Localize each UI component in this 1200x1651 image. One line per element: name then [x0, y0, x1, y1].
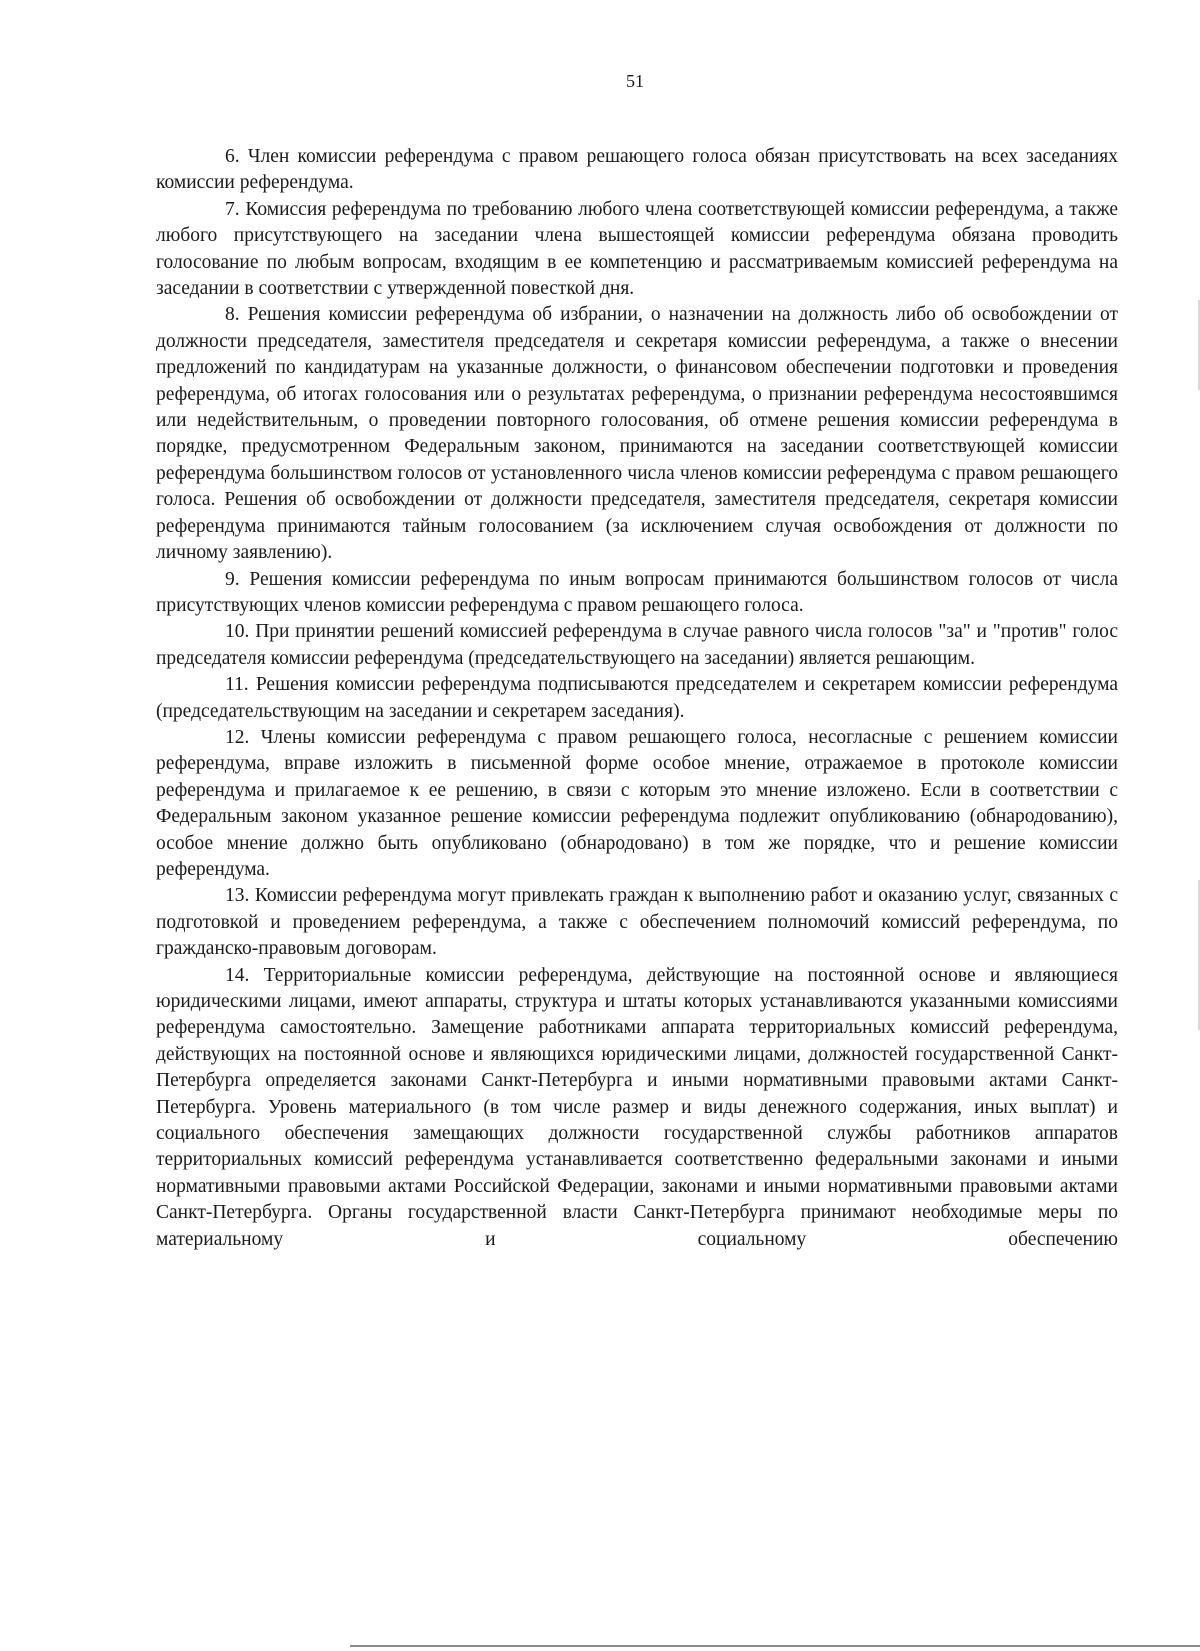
paragraph-8: 8. Решения комиссии референдума об избрании, о назначении на должность либо об освобождении от должности председателя, заместителя председателя и секретаря комиссии референдума, а также о внесении предложений по кандидатурам на указанные должности, о финансовом обеспечении подготовки и проведения референдума, об итогах голосования или о результатах референдума, о признании референдума несостоявшимся или недействительным, о проведении повторного голосования, об отмене решения комиссии референдума в порядке, предусмотренном Федеральным законом, принимаются на заседании соответствующей комиссии референдума большинством голосов от установленного числа членов комиссии референдума с правом решающего голоса. Решения об освобождении от должности председателя, заместителя председателя, секретаря комиссии референдума принимаются тайным голосованием (за исключением случая освобождения от должности по личному заявлению). [156, 304, 1118, 564]
paragraph-12: 12. Члены комиссии референдума с правом решающего голоса, несогласные с решением комиссии референдума, вправе изложить в письменной форме особое мнение, отражаемое в протоколе комиссии референдума и прилагаемое к ее решению, в связи с которым это мнение изложено. Если в соответствии с Федеральным законом указанное решение комиссии референдума подлежит опубликованию (обнародованию), особое мнение должно быть опубликовано (обнародовано) в том же порядке, что и решение комиссии референдума. [156, 726, 1118, 880]
bottom-scan-line [350, 1645, 1200, 1647]
paragraph-11: 11. Решения комиссии референдума подписываются председателем и секретарем комиссии референдума (председательствующим на заседании и секретарем заседания). [156, 674, 1118, 722]
paragraph-9: 9. Решения комиссии референдума по иным вопросам принимаются большинством голосов от числа присутствующих членов комиссии референдума с правом решающего голоса. [156, 568, 1118, 616]
paragraph-10: 10. При принятии решений комиссией референдума в случае равного числа голосов "за" и "против" голос председателя комиссии референдума (председательствующего на заседании) является решающим. [156, 621, 1118, 669]
paragraph-7: 7. Комиссия референдума по требованию любого члена соответствующей комиссии референдума, а также любого присутствующего на заседании члена вышестоящей комиссии референдума обязана проводить голосование по любым вопросам, входящим в ее компетенцию и рассматриваемым комиссией референдума на заседании в соответствии с утвержденной повесткой дня. [156, 198, 1118, 300]
paragraph-14: 14. Территориальные комиссии референдума, действующие на постоянной основе и являющиеся юридическими лицами, имеют аппараты, структура и штаты которых устанавливаются указанными комиссиями референдума самостоятельно. Замещение работниками аппарата территориальных комиссий референдума, действующих на постоянной основе и являющихся юридическими лицами, должностей государственной Санкт-Петербурга определяется законами Санкт-Петербурга и иными нормативными правовыми актами Санкт-Петербурга. Уровень материального (в том числе размер и виды денежного содержания, иных выплат) и социального обеспечения замещающих должности государственной службы работников аппаратов территориальных комиссий референдума устанавливается соответственно федеральными законами и иными нормативными правовыми актами Российской Федерации, законами и иными нормативными правовыми актами Санкт-Петербурга. Органы государственной власти Санкт-Петербурга принимают необходимые меры по материальному и социальному обеспечению [156, 964, 1118, 1250]
page-number: 51 [626, 71, 644, 91]
paragraph-6: 6. Член комиссии референдума с правом решающего голоса обязан присутствовать на всех заседаниях комиссии референдума. [156, 146, 1118, 194]
document-body [156, 144, 1118, 1253]
paragraph-13: 13. Комиссии референдума могут привлекать граждан к выполнению работ и оказанию услуг, связанных с подготовкой и проведением референдума, а также с обеспечением полномочий комиссий референдума, по гражданско-правовым договорам. [156, 885, 1118, 960]
